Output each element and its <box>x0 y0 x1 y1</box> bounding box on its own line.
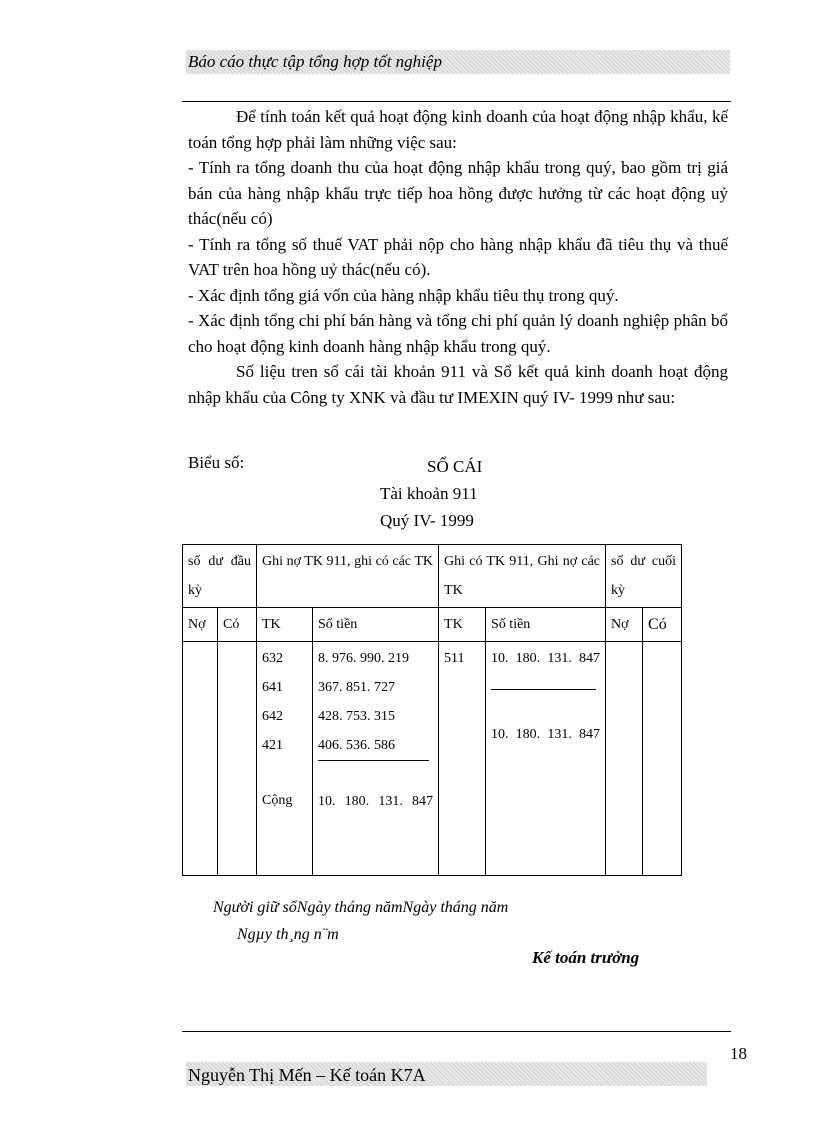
header-opening-balance: số dư đầu kỳ <box>183 545 257 608</box>
credit-amount-cell <box>486 642 606 876</box>
paragraph: - Tính ra tổng doanh thu của hoạt động nhập khẩu trong quý, bao gồm trị giá bán của hàng nhập khẩu trực tiếp hoa hồng được hưởng từ các hoạt động uỷ thác(nếu có) <box>188 158 728 228</box>
opening-no-cell <box>183 642 218 876</box>
paragraph: - Xác định tổng giá vốn của hàng nhập khẩu tiêu thụ trong quý. <box>188 285 619 305</box>
table-row: 428. 753. 315 <box>318 709 395 724</box>
footer-rule <box>182 1031 731 1032</box>
signature-dates: Người giữ sổNgày tháng nămNgày tháng năm <box>213 899 509 916</box>
header-debit-side: Ghi nợ TK 911, ghi có các TK <box>257 545 439 608</box>
header-amount: Số tiền <box>486 608 606 642</box>
header-no: Nợ <box>183 608 218 642</box>
page-footer <box>186 1062 707 1086</box>
header-tk: TK <box>257 608 313 642</box>
closing-co-cell <box>643 642 682 876</box>
signature-dates-garbled: Ngµy th¸ng n¨m <box>237 926 339 943</box>
header-tk: TK <box>439 608 486 642</box>
footer-author: Nguyễn Thị Mến – Kế toán K7A <box>188 1065 426 1085</box>
paragraph: Số liệu tren sổ cái tài khoản 911 và Sổ kết quả kinh doanh hoạt động nhập khẩu của Công ty XNK và đầu tư IMEXIN quý IV- 1999 như sau: <box>188 362 728 407</box>
header-credit-side: Ghi có TK 911, Ghi nợ các TK <box>439 545 606 608</box>
body-text <box>188 104 728 410</box>
debit-tk-cell <box>257 642 313 876</box>
table-row: 367. 851. 727 <box>318 680 395 695</box>
ledger-title: SỔ CÁI <box>427 457 483 476</box>
debit-amount-cell <box>313 642 439 876</box>
table-row: 8. 976. 990. 219 <box>318 651 409 666</box>
opening-co-cell <box>218 642 257 876</box>
credit-tk-cell: 511 <box>439 642 486 876</box>
page-number: 18 <box>730 1044 747 1063</box>
debit-total-label: Cộng <box>262 793 293 808</box>
table-row: 632 <box>262 651 283 666</box>
table-row: 641 <box>262 680 283 695</box>
header-amount: Số tiền <box>313 608 439 642</box>
header-no: Nợ <box>606 608 643 642</box>
credit-amount: 10. 180. 131. 847 <box>491 651 601 666</box>
credit-total: 10. 180. 131. 847 <box>491 727 601 742</box>
header-title: Báo cáo thực tập tổng hợp tốt nghiệp <box>188 52 442 71</box>
header-closing-balance: số dư cuối kỳ <box>606 545 682 608</box>
table-row: 421 <box>262 738 283 753</box>
table-row: 406. 536. 586 <box>318 731 429 761</box>
table-label: Biểu số: <box>188 453 245 472</box>
ledger-title-block <box>380 453 482 534</box>
header-co: Có <box>643 608 682 642</box>
ledger-table <box>182 544 682 876</box>
paragraph: - Tính ra tổng số thuế VAT phải nộp cho hàng nhập khẩu đã tiêu thụ và thuế VAT trên hoa hồng uỷ thác(nếu có). <box>188 234 728 279</box>
paragraph: - Xác định tổng chi phí bán hàng và tổng chi phí quản lý doanh nghiệp phân bổ cho hoạt động kinh doanh hàng nhập khẩu trong quý. <box>188 311 728 356</box>
debit-total: 10. 180. 131. 847 <box>318 794 434 809</box>
table-row: 642 <box>262 709 283 724</box>
chief-accountant: Kế toán trưởng <box>532 948 640 967</box>
header-co: Có <box>218 608 257 642</box>
ledger-account: Tài khoản 911 <box>380 484 478 503</box>
closing-no-cell <box>606 642 643 876</box>
paragraph: Để tính toán kết quả hoạt động kinh doanh của hoạt động nhập khẩu, kế toán tổng hợp phải làm những việc sau: <box>188 107 728 152</box>
page-header <box>186 50 730 74</box>
header-rule <box>182 101 731 102</box>
ledger-period: Quý IV- 1999 <box>380 511 474 530</box>
